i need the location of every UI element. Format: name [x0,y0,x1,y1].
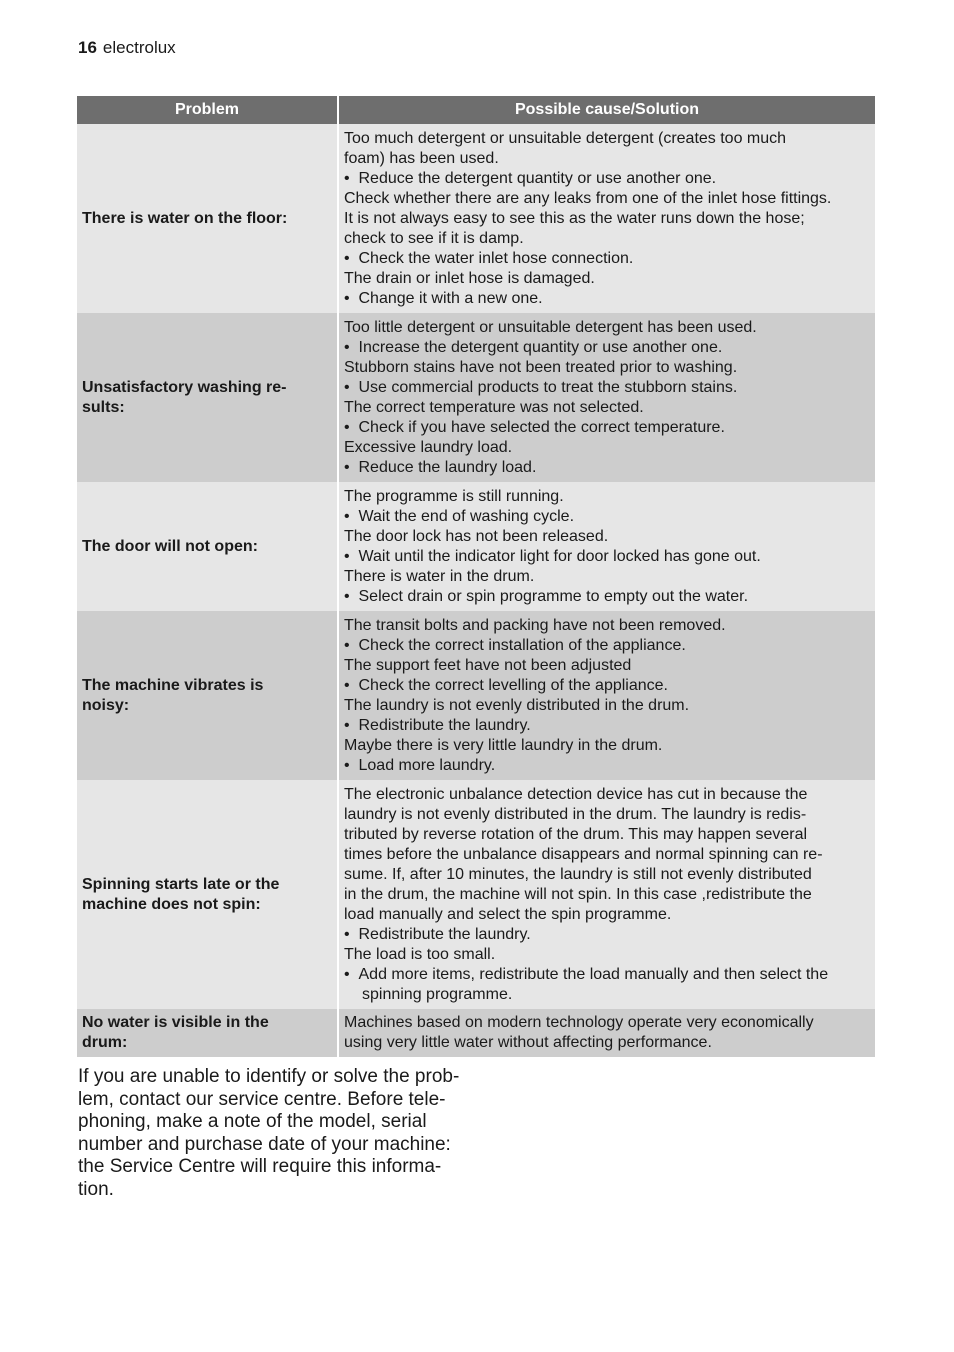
problem-text: Unsatisfactory washing re- [82,378,287,396]
solution-line: The laundry is not evenly distributed in the drum. [344,696,690,714]
solution-line: There is water in the drum. [344,567,535,585]
solution-line: times before the unbalance disappears and normal spinning can re- [344,845,823,863]
troubleshooting-table [77,96,875,1057]
problem-text: No water is visible in the [82,1014,269,1031]
solution-line: Maybe there is very little laundry in the drum. [344,736,663,754]
solution-line: using very little water without affecting performance. [344,1034,712,1051]
solution-line: in the drum, the machine will not spin. In this case ,redistribute the [344,885,812,903]
solution-bullet: • Use commercial products to treat the stubborn stains. [344,378,738,396]
solution-line: Stubborn stains have not been treated prior to washing. [344,358,738,376]
problem-cell [77,611,338,780]
page-number: 16 [78,38,97,57]
table-row [77,611,875,780]
solution-cell [338,124,875,313]
service-note-line: tion. [78,1178,114,1200]
solution-line: load manually and select the spin programme. [344,905,672,923]
solution-bullet: • Wait the end of washing cycle. [344,507,575,525]
problem-cell [77,780,338,1009]
solution-bullet: • Load more laundry. [344,756,496,774]
column-header-problem: Problem [77,96,338,124]
solution-bullet: • Reduce the detergent quantity or use another one. [344,169,717,187]
table-row [77,1009,875,1057]
problem-text: drum: [82,1034,128,1051]
solution-bullet: • Check the water inlet hose connection. [344,249,634,267]
solution-line: The programme is still running. [344,487,564,505]
problem-cell [77,124,338,313]
solution-bullet: • Change it with a new one. [344,289,543,307]
solution-line: Excessive laundry load. [344,438,513,456]
table-row [77,313,875,482]
solution-bullet: • Add more items, redistribute the load manually and then select the spinning programme. [344,965,829,1003]
problem-text: noisy: [82,696,130,714]
solution-line: The support feet have not been adjusted [344,656,632,674]
solution-bullet: • Redistribute the laundry. [344,925,531,943]
problem-text: sults: [82,398,125,416]
solution-line: The load is too small. [344,945,496,963]
page-header [78,37,176,59]
table-header-row [77,96,875,124]
solution-line: The electronic unbalance detection device has cut in because the [344,785,808,803]
solution-line: laundry is not evenly distributed in the drum. The laundry is redis- [344,805,807,823]
problem-text: The door will not open: [82,537,258,555]
table-body [77,124,875,1057]
solution-line: The transit bolts and packing have not been removed. [344,616,726,634]
table-row [77,124,875,313]
troubleshooting-table-container [77,96,875,1057]
solution-line: check to see if it is damp. [344,229,524,247]
solution-line: sume. If, after 10 minutes, the laundry is still not evenly distributed [344,865,812,883]
solution-cell [338,313,875,482]
problem-cell [77,313,338,482]
solution-line: Too little detergent or unsuitable detergent has been used. [344,318,757,336]
service-note-line: lem, contact our service centre. Before tele- [78,1088,446,1110]
solution-line: tributed by reverse rotation of the drum. This may happen several [344,825,808,843]
solution-cell [338,1009,875,1057]
solution-bullet: • Wait until the indicator light for door locked has gone out. [344,547,761,565]
solution-line: Too much detergent or unsuitable detergent (creates too much [344,129,787,147]
solution-line: Check whether there are any leaks from one of the inlet hose fittings. [344,189,832,207]
problem-text: Spinning starts late or the [82,875,280,893]
solution-line: The drain or inlet hose is damaged. [344,269,595,287]
problem-cell [77,482,338,611]
service-note-line: the Service Centre will require this informa- [78,1156,442,1177]
problem-text: machine does not spin: [82,895,261,913]
brand-name: electrolux [102,38,176,57]
solution-line: The door lock has not been released. [344,527,609,545]
service-note [78,1066,478,1201]
service-note-line: number and purchase date of your machine: [78,1133,451,1155]
table-row [77,482,875,611]
table-row [77,780,875,1009]
solution-line: Machines based on modern technology operate very economically [344,1014,814,1031]
problem-text: The machine vibrates is [82,676,264,694]
problem-cell [77,1009,338,1057]
solution-bullet: • Redistribute the laundry. [344,716,531,734]
solution-bullet: • Check the correct installation of the appliance. [344,636,686,654]
solution-bullet: • Check the correct levelling of the appliance. [344,676,668,694]
solution-bullet: • Increase the detergent quantity or use another one. [344,338,723,356]
service-note-line: If you are unable to identify or solve the prob- [78,1066,460,1087]
solution-cell [338,611,875,780]
solution-cell [338,780,875,1009]
column-header-solution: Possible cause/Solution [338,96,875,124]
solution-bullet: • Check if you have selected the correct temperature. [344,418,725,436]
solution-line: The correct temperature was not selected. [344,398,644,416]
solution-line: foam) has been used. [344,149,499,167]
solution-line: It is not always easy to see this as the water runs down the hose; [344,209,805,227]
solution-bullet: • Select drain or spin programme to empty out the water. [344,587,749,605]
solution-cell [338,482,875,611]
service-note-line: phoning, make a note of the model, serial [78,1111,427,1132]
problem-text: There is water on the floor: [82,209,288,227]
solution-bullet: • Reduce the laundry load. [344,458,537,476]
